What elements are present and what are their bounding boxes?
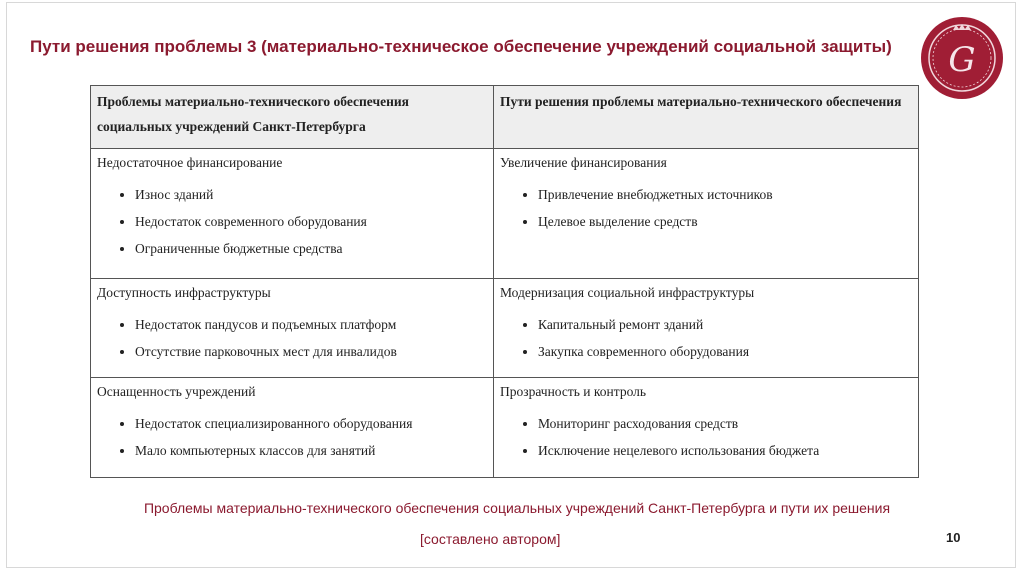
solution-cell <box>494 378 919 478</box>
table-header-row <box>91 86 919 149</box>
crest-letter: G <box>948 40 976 80</box>
list-item: • Исключение нецелевого использования бюджета <box>538 437 912 464</box>
list-item: • Ограниченные бюджетные средства <box>135 235 487 262</box>
source-note: [составлено автором] <box>420 531 561 547</box>
header-problems: Проблемы материально-технического обеспечения социальных учреждений Санкт-Петербурга <box>91 86 494 149</box>
list-item: • Отсутствие парковочных мест для инвалидов <box>135 338 487 365</box>
solution-title: Увеличение финансирования <box>500 154 667 170</box>
table-row <box>91 148 919 278</box>
problem-title: Оснащенность учреждений <box>97 384 256 400</box>
solution-list <box>500 311 912 365</box>
list-item: • Недостаток пандусов и подъемных платформ <box>135 311 487 338</box>
problem-list <box>97 410 487 464</box>
table-row <box>91 278 919 378</box>
table-row <box>91 378 919 478</box>
solution-cell <box>494 148 919 278</box>
solution-title: Модернизация социальной инфраструктуры <box>500 284 755 300</box>
problem-cell <box>91 148 494 278</box>
header-solutions: Пути решения проблемы материально-технического обеспечения <box>494 86 919 149</box>
list-item: • Привлечение внебюджетных источников <box>538 181 912 208</box>
list-item: • Целевое выделение средств <box>538 208 912 235</box>
problem-cell <box>91 278 494 378</box>
list-item: • Закупка современного оборудования <box>538 338 912 365</box>
solution-title: Прозрачность и контроль <box>500 384 647 400</box>
page-number: 10 <box>946 530 961 545</box>
problem-title: Доступность инфраструктуры <box>97 284 271 300</box>
list-item: • Недостаток специализированного оборудования <box>135 410 487 437</box>
problem-title: Недостаточное финансирование <box>97 154 283 170</box>
list-item: • Износ зданий <box>135 181 487 208</box>
list-item: • Капитальный ремонт зданий <box>538 311 912 338</box>
problem-cell <box>91 378 494 478</box>
problems-solutions-table <box>90 85 919 478</box>
list-item: • Мало компьютерных классов для занятий <box>135 437 487 464</box>
slide-title: Пути решения проблемы 3 (материально-техническое обеспечение учреждений социальной защиты) <box>30 37 892 56</box>
solution-list <box>500 181 912 235</box>
solution-list <box>500 410 912 464</box>
problem-list <box>97 311 487 365</box>
solution-cell <box>494 278 919 378</box>
list-item: • Недостаток современного оборудования <box>135 208 487 235</box>
list-item: • Мониторинг расходования средств <box>538 410 912 437</box>
problem-list <box>97 181 487 262</box>
university-crest-icon <box>920 16 1004 100</box>
table-caption: Проблемы материально-технического обеспечения социальных учреждений Санкт-Петербурга и пути их решения <box>143 500 891 516</box>
